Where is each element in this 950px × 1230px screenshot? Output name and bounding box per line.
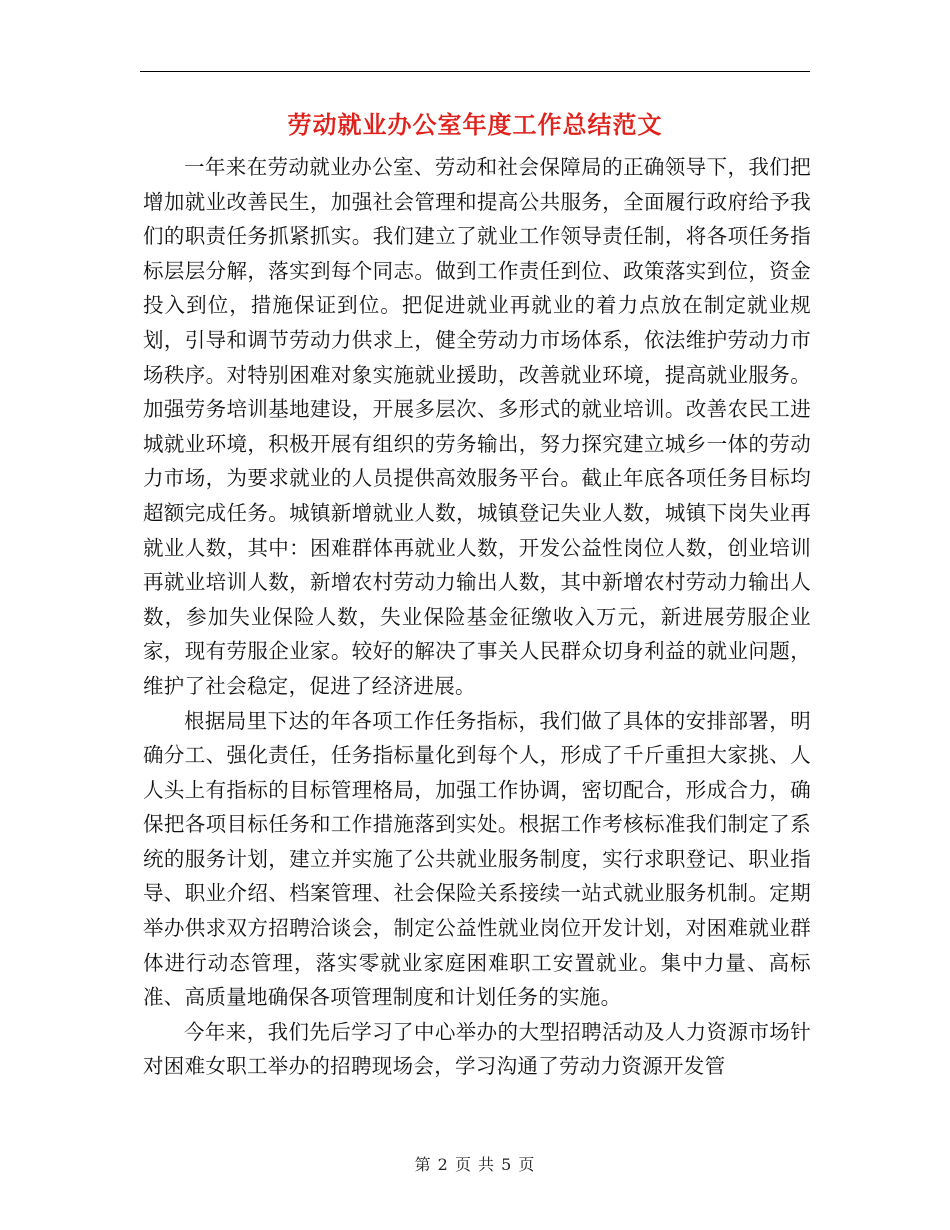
paragraph-3: 今年来，我们先后学习了中心举办的大型招聘活动及人力资源市场针对困难女职工举办的招聘现场会，学习沟通了劳动力资源开发管 xyxy=(143,1019,811,1079)
paragraph-1: 一年来在劳动就业办公室、劳动和社会保障局的正确领导下，我们把增加就业改善民生，加强社会管理和提高公共服务，全面履行政府给予我们的职责任务抓紧抓实。我们建立了就业工作领导责任制，将各项任务指标层层分解，落实到每个同志。做到工作责任到位、政策落实到位，资金投入到位，措施保证到位。把促进就业再就业的着力点放在制定就业规划，引导和调节劳动力供求上，健全劳动力市场体系，依法维护劳动力市场秩序。对特别困难对象实施就业援助，改善就业环境，提高就业服务。加强劳务培训基地建设，开展多层次、多形式的就业培训。改善农民工进城就业环境，积极开展有组织的劳务输出，努力探究建立城乡一体的劳动力市场，为要求就业的人员提供高效服务平台。截止年底各项任务目标均超额完成任务。城镇新增就业人数，城镇登记失业人数，城镇下岗失业再就业人数，其中：困难群体再就业人数，开发公益性岗位人数，创业培训再就业培训人数，新增农村劳动力输出人数，其中新增农村劳动力输出人数，参加失业保险人数，失业保险基金征缴收入万元，新进展劳服企业家，现有劳服企业家。较好的解决了事关人民群众切身利益的就业问题，维护了社会稳定，促进了经济进展。 xyxy=(143,155,811,698)
header-rule xyxy=(140,71,810,72)
document-title: 劳动就业办公室年度工作总结范文 xyxy=(287,111,663,139)
document-body xyxy=(143,150,811,1084)
paragraph-2: 根据局里下达的年各项工作任务指标，我们做了具体的安排部署，明确分工、强化责任，任务指标量化到每个人，形成了千斤重担大家挑、人人头上有指标的目标管理格局，加强工作协调，密切配合，形成合力，确保把各项目标任务和工作措施落到实处。根据工作考核标准我们制定了系统的服务计划，建立并实施了公共就业服务制度，实行求职登记、职业指导、职业介绍、档案管理、社会保险关系接续一站式就业服务机制。定期举办供求双方招聘洽谈会，制定公益性就业岗位开发计划，对困难就业群体进行动态管理，落实零就业家庭困难职工安置就业。集中力量、高标准、高质量地确保各项管理制度和计划任务的实施。 xyxy=(143,708,811,1010)
page-footer: 第 2 页 共 5 页 xyxy=(414,1155,536,1174)
